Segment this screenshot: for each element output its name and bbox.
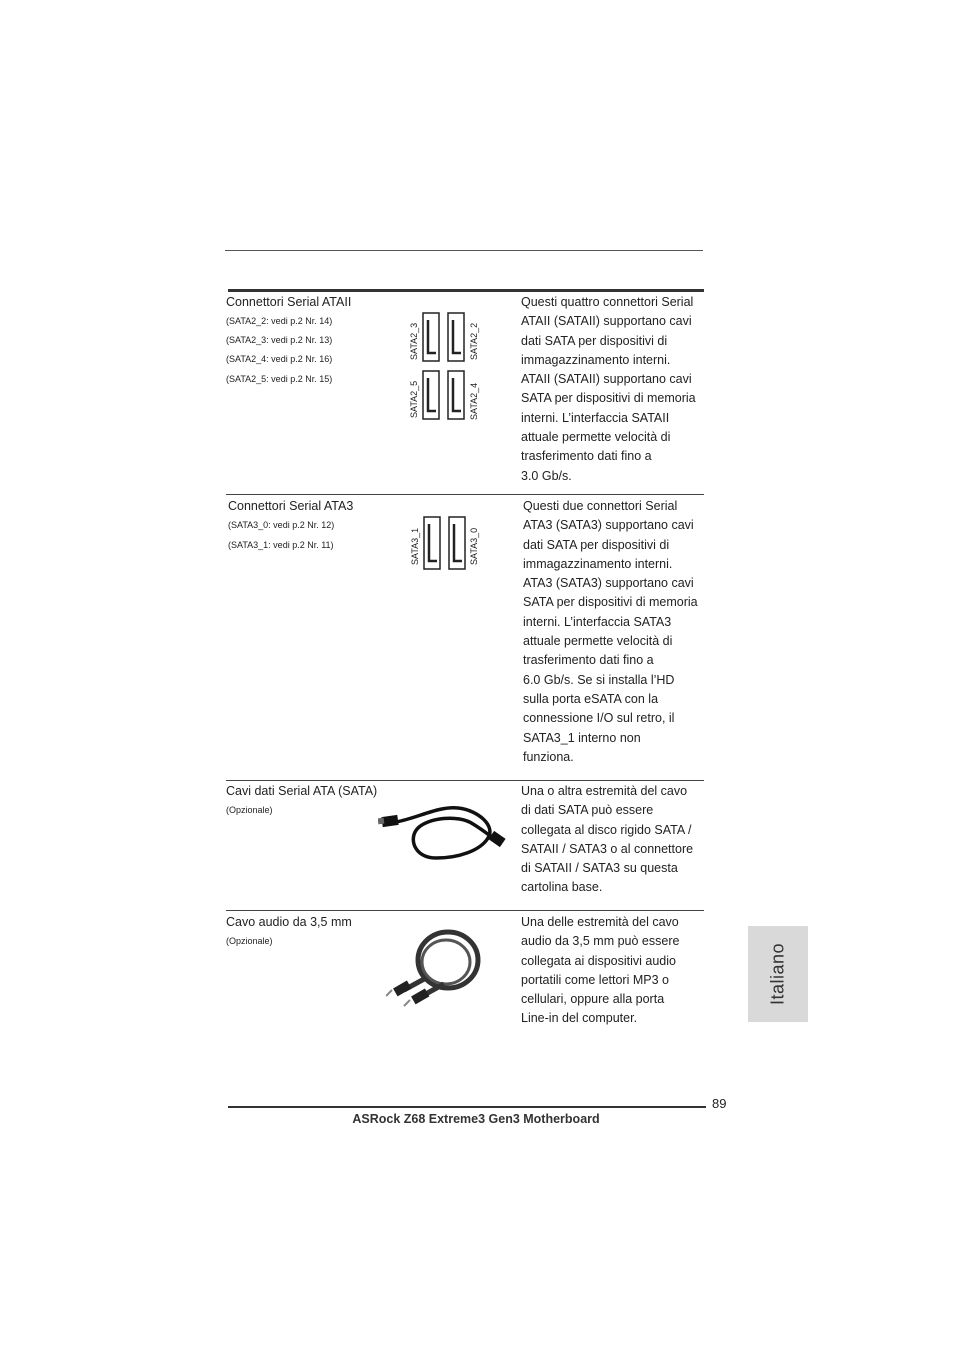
port-label-sata2-3: SATA2_3 xyxy=(409,322,419,360)
section-audio-cable-title: Cavo audio da 3,5 mm xyxy=(226,915,352,929)
sata-port-icon xyxy=(448,371,464,419)
section-sata3-title: Connettori Serial ATA3 xyxy=(228,499,354,513)
section-sata3-description: Questi due connettori Serial ATA3 (SATA3) supportano cavi dati SATA per dispositivi di immagazzinamento interni. ATA3 (SATA3) supportano cavi SATA per dispositivi di memoria interni. L’interfaccia SATA3 attuale permette velocità di trasferimento dati fino a 6.0 Gb/s. Se si installa l’HD sulla porta eSATA con la connessione I/O sul retro, il SATA3_1 interno non funziona. xyxy=(523,499,698,764)
audio-cable-image xyxy=(386,924,496,1010)
port-label-sata3-1: SATA3_1 xyxy=(410,527,420,565)
section-sata-cable-title: Cavi dati Serial ATA (SATA) xyxy=(226,784,378,798)
port-label-sata3-0: SATA3_0 xyxy=(469,527,479,565)
section-sataii-sub-2: (SATA2_3: vedi p.2 Nr. 13) xyxy=(226,335,333,345)
section-divider xyxy=(226,910,704,911)
top-rule-thin xyxy=(225,250,703,251)
language-side-tab xyxy=(748,926,808,1022)
port-label-sata2-4: SATA2_4 xyxy=(469,382,479,420)
section-sataii-sub-3: (SATA2_4: vedi p.2 Nr. 16) xyxy=(226,354,333,364)
footer-product-name: ASRock Z68 Extreme3 Gen3 Motherboard xyxy=(352,1112,600,1126)
section-sataii-description: Questi quattro connettori Serial ATAII (SATAII) supportano cavi dati SATA per dispositivi di immagazzinamento interni. ATAII (SATAII) supportano cavi SATA per dispositivi di memoria interni. L’interfaccia SATAII attuale permette velocità di trasferimento dati fino a 3.0 Gb/s. xyxy=(521,295,696,483)
sata-port-icon xyxy=(449,517,465,569)
section-sataii-sub-4: (SATA2_5: vedi p.2 Nr. 15) xyxy=(226,374,333,384)
section-divider xyxy=(226,494,704,495)
section-audio-cable-description: Una delle estremità del cavo audio da 3,5 mm può essere collegata ai dispositivi audio portatili come lettori MP3 o cellulari, oppure alla porta Line-in del computer. xyxy=(521,915,680,1026)
sata-cable-image xyxy=(378,796,508,868)
sata-port-icon xyxy=(448,313,464,361)
page-number: 89 xyxy=(712,1096,727,1111)
section-audio-cable-sub: (Opzionale) xyxy=(226,936,273,946)
footer-rule xyxy=(228,1106,706,1108)
section-sataii-sub-1: (SATA2_2: vedi p.2 Nr. 14) xyxy=(226,316,333,326)
section-sata3-sub-2: (SATA3_1: vedi p.2 Nr. 11) xyxy=(228,540,334,550)
audio-plug-icon xyxy=(393,981,411,997)
sata-port-icon xyxy=(423,371,439,419)
port-label-sata2-2: SATA2_2 xyxy=(469,322,479,360)
section-sata-cable-description: Una o altra estremità del cavo di dati SATA può essere collegata al disco rigido SATA / SATAII / SATA3 o al connettore di SATAII / SATA3 su questa cartolina base. xyxy=(521,784,694,895)
language-label: Italiano xyxy=(767,942,788,1006)
section-sataii-title: Connettori Serial ATAII xyxy=(226,295,352,309)
top-rule-thick xyxy=(228,289,704,292)
sata-port-icon xyxy=(423,313,439,361)
port-label-sata2-5: SATA2_5 xyxy=(409,380,419,418)
section-sata3-sub-1: (SATA3_0: vedi p.2 Nr. 12) xyxy=(228,520,335,530)
section-sata-cable-sub: (Opzionale) xyxy=(226,805,273,815)
section-divider xyxy=(226,780,704,781)
sata-port-icon xyxy=(424,517,440,569)
